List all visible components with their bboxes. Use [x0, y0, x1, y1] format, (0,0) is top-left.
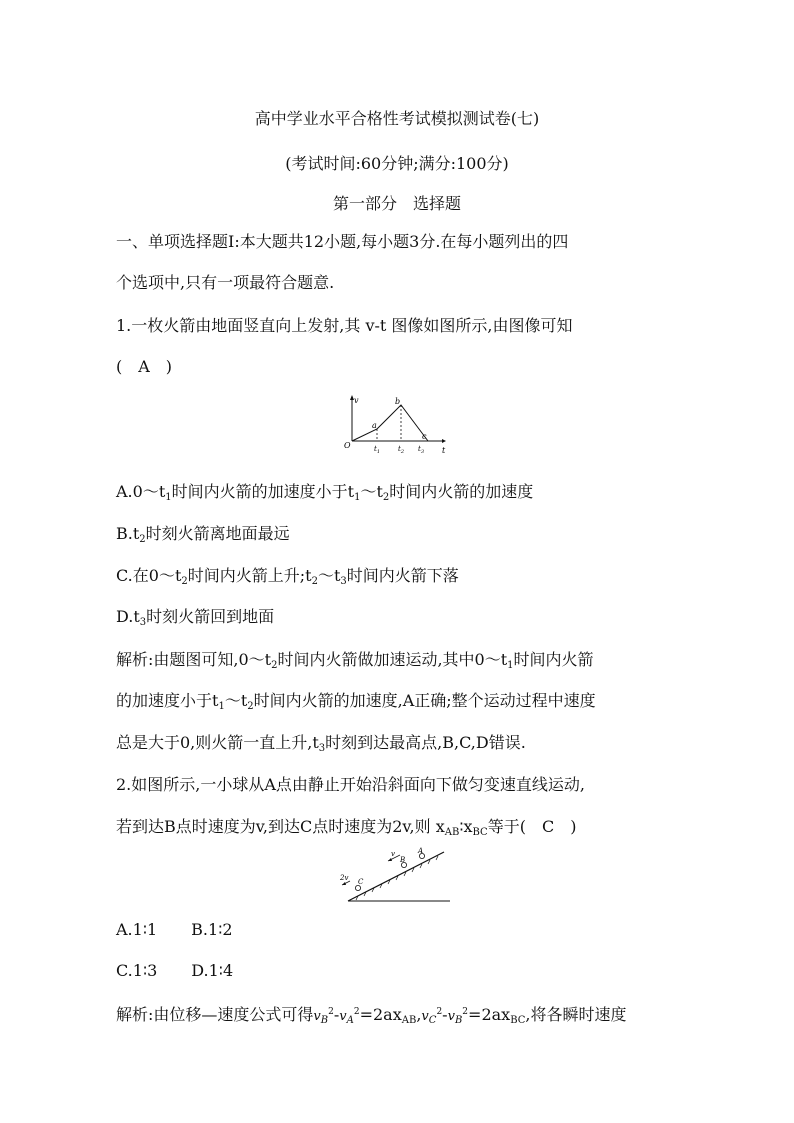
q1-option-c: C.在$0\sim t_2$时间内火箭上升$;t_2\sim t_3$时间内火箭下落 — [116, 566, 459, 587]
page-title: 高中学业水平合格性考试模拟测试卷(七) — [254, 109, 540, 128]
t3-label: $t_3$ — [418, 445, 425, 455]
q2-stem-line2: 若到达B点时速度为v,到达C点时速度为2v,则 $x_{AB}∶x_{BC}$等于( C ) — [116, 817, 577, 838]
q1-explanation-line3: 总是大于0,则火箭一直上升$,t_3$时刻到达最高点,B,C,D错误. — [116, 733, 526, 754]
t-label: t — [442, 446, 446, 455]
q1-option-a: $A.0\sim t_1$时间内火箭的加速度小于$t_1\sim t_2$时间内火箭的加速度 — [116, 482, 534, 503]
point-c-label: c — [422, 432, 427, 441]
q2-option-c: C.1∶3 — [116, 961, 158, 980]
q2-option-b: B.1∶2 — [191, 920, 233, 939]
section-instruction-line1: 一、单项选择题Ⅰ:本大题共12小题,每小题3分.在每小题列出的四 — [116, 232, 569, 251]
vt-graph-figure — [344, 393, 448, 459]
exam-info: (考试时间:60分钟;满分:100分) — [285, 154, 509, 173]
section-instruction-line2: 个选项中,只有一项最符合题意. — [116, 273, 335, 292]
q2-options-row1 — [116, 920, 686, 940]
q2-option-a: A.1∶1 — [116, 920, 158, 939]
q2-stem-line1: 2.如图所示,一小球从A点由静止开始沿斜面向下做匀变速直线运动, — [116, 775, 585, 794]
q2-options-row2 — [116, 961, 686, 981]
ball-at-c — [355, 885, 360, 890]
q1-option-d: $D.t_3$时刻火箭回到地面 — [116, 607, 275, 628]
v-label: v — [354, 396, 359, 405]
velocity-curve — [352, 405, 428, 441]
q2-option-d: D.1∶4 — [191, 961, 234, 980]
q1-option-b: $B.t_2$时刻火箭离地面最远 — [116, 524, 290, 545]
q1-stem: 1.一枚火箭由地面竖直向上发射,其 v-t 图像如图所示,由图像可知 — [116, 316, 573, 335]
q1-explanation-line2: 的加速度小于$t_1\sim t_2$时间内火箭的加速度,A正确;整个运动过程中速度 — [116, 691, 596, 712]
velocity-v-label: v — [391, 850, 395, 858]
velocity-arrowhead-v — [388, 858, 392, 861]
t-axis-arrow — [442, 439, 446, 443]
incline-surface — [348, 852, 444, 901]
q2-explanation-line1: 解析:由位移—速度公式可得$v_B^2-v_A^2=2ax_{AB},v_C^2-v_B^2=2ax_{BC}$,将各瞬时速度 — [116, 1005, 627, 1026]
point-b-label: B — [400, 856, 406, 864]
point-a-label: A — [418, 847, 424, 855]
q1-answer: ( A ) — [116, 357, 173, 376]
q1-explanation-line1: 解析:由题图可知$,0\sim t_2$时间内火箭做加速运动,其中$0\sim t_1$时间内火箭 — [116, 650, 594, 671]
velocity-arrowhead-2v — [342, 882, 346, 885]
point-a-label: a — [372, 421, 377, 430]
point-b-label: b — [395, 397, 401, 406]
velocity-2v-label: 2v — [340, 874, 349, 882]
t2-label: $t_2$ — [398, 445, 405, 455]
origin-label: O — [344, 441, 351, 450]
incline-figure — [336, 844, 456, 906]
t1-label: $t_1$ — [374, 445, 381, 455]
point-c-label: C — [358, 878, 364, 886]
incline-hatching — [356, 856, 438, 900]
part-heading: 第一部分 选择题 — [332, 194, 461, 213]
